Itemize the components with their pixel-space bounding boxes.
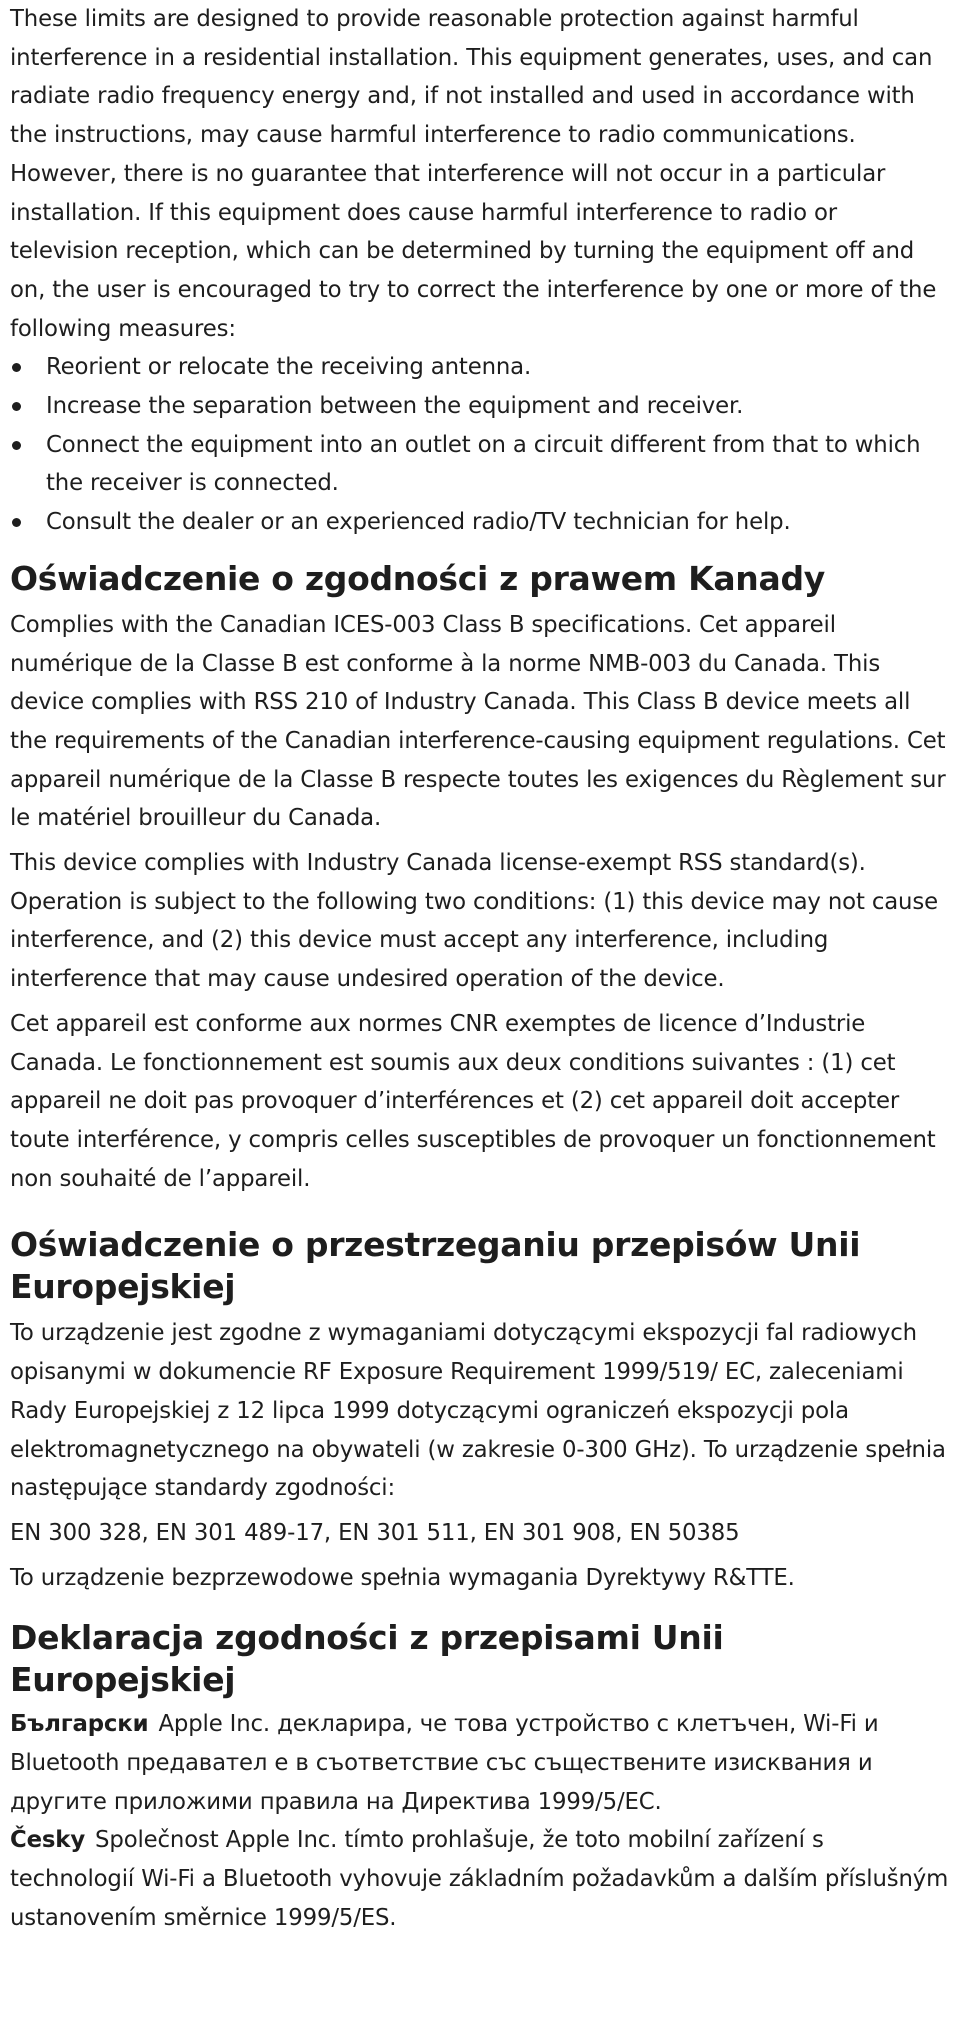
eu-declaration-heading: Deklaracja zgodności z przepisami Unii Europejskiej (10, 1618, 724, 1700)
document-page (10, 0, 950, 1938)
canada-paragraph-2: This device complies with Industry Canada license-exempt RSS standard(s). Operation is subject to the following two conditions: (1) this device may not cause interference, and (2) this device must accept any interference, including interference that may cause undesired operation of the device. (10, 850, 938, 993)
canada-paragraph-3: Cet appareil est conforme aux normes CNR exemptes de licence d’Industrie Canada. Le fonctionnement est soumis aux deux conditions suivantes : (1) cet appareil ne doit pas provoquer d’interférences et (2) cet appareil doit accepter toute interférence, y compris celles susceptibles de provoquer un fonctionnement non souhaité de l’appareil. (10, 1010, 936, 1192)
language-label: Български (10, 1711, 149, 1738)
eu-standards-list: EN 300 328, EN 301 489-17, EN 301 511, EN 301 908, EN 50385 (10, 1519, 740, 1546)
declaration-text: Apple Inc. декларира, че това устройство с клетъчен, Wi-Fi и Bluetooth предавател е в съответствие със съществените изисквания и другите приложими правила на Директива 1999/5/EC. (10, 1711, 879, 1815)
eu-compliance-paragraph-3: To urządzenie bezprzewodowe spełnia wymagania Dyrektywy R&TTE. (10, 1564, 795, 1591)
list-item (10, 503, 950, 542)
eu-compliance-heading-line-2: Europejskiej (10, 1267, 236, 1307)
list-item (10, 387, 950, 426)
eu-compliance-heading (10, 1224, 950, 1308)
declaration-czech (10, 1821, 950, 1937)
list-item (10, 426, 950, 503)
measures-list (10, 348, 950, 542)
declaration-text: Společnost Apple Inc. tímto prohlašuje, že toto mobilní zařízení s technologií Wi-Fi a Bluetooth vyhovuje základním požadavkům a dalším příslušným ustanovením směrnice 1999/5/ES. (10, 1827, 949, 1931)
intro-paragraph: These limits are designed to provide reasonable protection against harmful interference in a residential installation. This equipment generates, uses, and can radiate radio frequency energy and, if not installed and used in accordance with the instructions, may cause harmful interference to radio communications. However, there is no guarantee that interference will not occur in a particular installation. If this equipment does cause harmful interference to radio or television reception, which can be determined by turning the equipment off and on, the user is encouraged to try to correct the interference by one or more of the following measures: (10, 6, 937, 342)
canada-heading: Oświadczenie o zgodności z prawem Kanady (10, 558, 825, 598)
list-item-text: Reorient or relocate the receiving antenna. (46, 354, 532, 381)
list-item (10, 348, 950, 387)
eu-compliance-paragraph-1: To urządzenie jest zgodne z wymaganiami dotyczącymi ekspozycji fal radiowych opisanymi w dokumencie RF Exposure Requirement 1999/519/ EC, zaleceniami Rady Europejskiej z 12 lipca 1999 dotyczącymi ograniczeń ekspozycji pola elektromagnetycznego na obywateli (w zakresie 0-300 GHz). To urządzenie spełnia następujące standardy zgodności: (10, 1320, 946, 1502)
canada-paragraph-1: Complies with the Canadian ICES-003 Class B specifications. Cet appareil numérique de la Classe B est conforme à la norme NMB-003 du Canada. This device complies with RSS 210 of Industry Canada. This Class B device meets all the requirements of the Canadian interference-causing equipment regulations. Cet appareil numérique de la Classe B respecte toutes les exigences du Règlement sur le matériel brouilleur du Canada. (10, 611, 946, 832)
bullet-icon (12, 402, 21, 411)
bullet-icon (12, 363, 21, 372)
language-label: Česky (10, 1827, 86, 1854)
bullet-icon (12, 441, 21, 450)
bullet-icon (12, 518, 21, 527)
list-item-text: Increase the separation between the equipment and receiver. (46, 393, 744, 420)
declaration-bulgarian (10, 1705, 950, 1821)
list-item-text: Connect the equipment into an outlet on a circuit different from that to which the receiver is connected. (46, 431, 921, 497)
eu-compliance-heading-line-1: Oświadczenie o przestrzeganiu przepisów Unii (10, 1225, 861, 1265)
list-item-text: Consult the dealer or an experienced radio/TV technician for help. (46, 509, 791, 536)
